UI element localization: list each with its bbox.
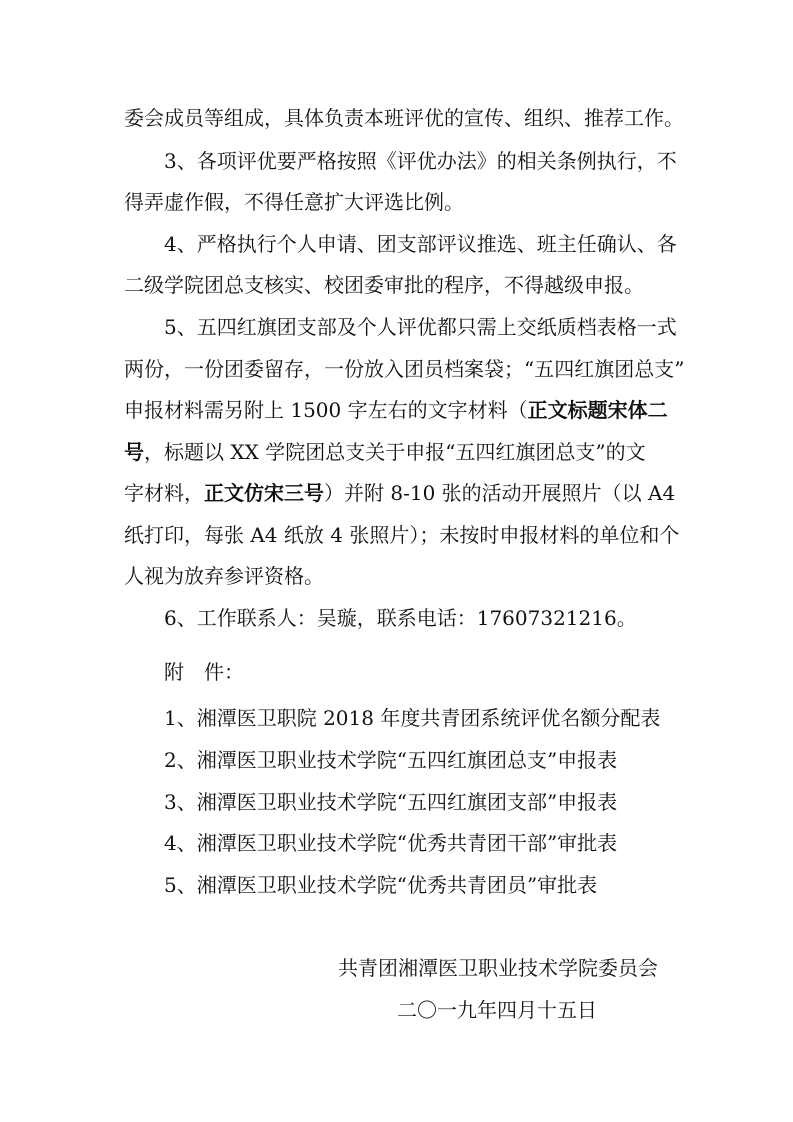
attachment-item-1: 1、湘潭医卫职院 2018 年度共青团系统评优名额分配表 (164, 706, 661, 730)
paragraph-5-line-3 (124, 396, 668, 424)
attachment-item-5: 5、湘潭医卫职业技术学院“优秀共青团员”审批表 (164, 873, 598, 897)
contact-line: 6、工作联系人：吴璇，联系电话：17607321216。 (164, 606, 637, 630)
paragraph-2-end: 委会成员等组成，具体负责本班评优的宣传、组织、推荐工作。 (124, 106, 684, 130)
paragraph-5-line-1: 5、五四红旗团支部及个人评优都只需上交纸质档表格一式 (164, 315, 677, 339)
paragraph-4-line-2: 二级学院团总支核实、校团委审批的程序，不得越级申报。 (124, 273, 644, 297)
attachment-item-3: 3、湘潭医卫职业技术学院“五四红旗团支部”申报表 (164, 790, 618, 814)
paragraph-5-line-4 (124, 438, 646, 466)
paragraph-4-line-1: 4、严格执行个人申请、团支部评议推选、班主任确认、各 (164, 232, 677, 256)
attachments-heading: 附 件： (164, 660, 244, 684)
paragraph-5-line-4-text: ，标题以 XX 学院团总支关于申报“五四红旗团总支”的文 (144, 440, 646, 464)
attachment-item-4: 4、湘潭医卫职业技术学院“优秀共青团干部”审批表 (164, 831, 618, 855)
bold-format-note-1: 正文标题宋体二 (527, 398, 668, 422)
paragraph-5-line-7: 人视为放弃参评资格。 (124, 564, 324, 588)
paragraph-5-line-5-text-c: ）并附 8-10 张的活动开展照片（以 A4 (324, 481, 676, 505)
signature-date: 二〇一九年四月十五日 (397, 998, 597, 1022)
paragraph-5-line-5 (124, 479, 675, 507)
paragraph-5-line-3-text: 申报材料需另附上 1500 字左右的文字材料（ (124, 398, 528, 422)
bold-format-note-1-end: 号 (124, 440, 144, 464)
paragraph-5-line-2: 两份，一份团委留存，一份放入团员档案袋；“五四红旗团总支” (124, 357, 685, 381)
paragraph-5-line-6: 纸打印，每张 A4 纸放 4 张照片）；未按时申报材料的单位和个 (124, 523, 680, 547)
paragraph-3-line-2: 得弄虚作假，不得任意扩大评选比例。 (124, 190, 464, 214)
signature-organization: 共青团湘潭医卫职业技术学院委员会 (338, 956, 658, 980)
paragraph-3-line-1: 3、各项评优要严格按照《评优办法》的相关条例执行，不 (164, 149, 677, 173)
bold-format-note-2: 正文仿宋三号 (204, 481, 324, 505)
attachment-item-2: 2、湘潭医卫职业技术学院“五四红旗团总支”申报表 (164, 748, 618, 772)
paragraph-5-line-5-text-a: 字材料， (124, 481, 204, 505)
